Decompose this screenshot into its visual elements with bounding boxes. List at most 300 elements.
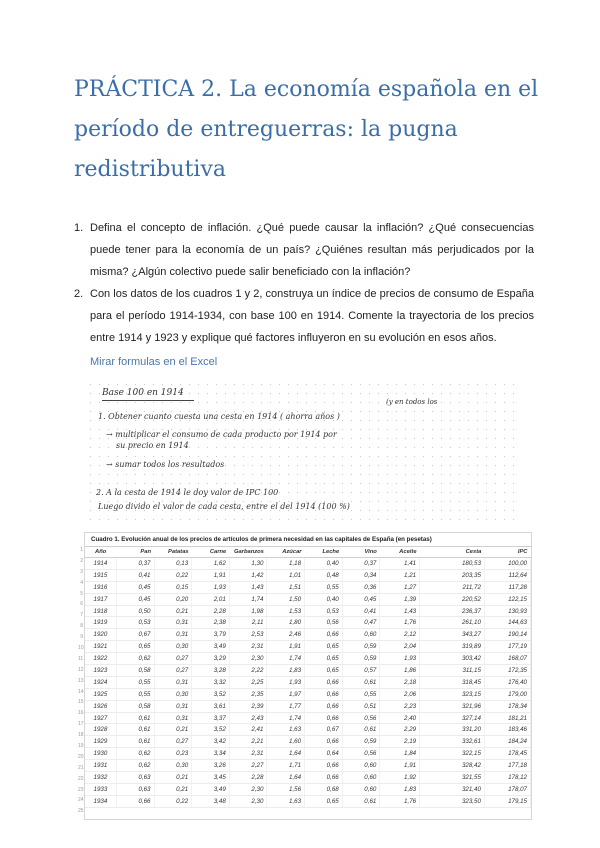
row-number: 16 <box>78 710 84 717</box>
table-cell: 3,48 <box>192 795 230 807</box>
table-cell: 220,52 <box>420 593 485 605</box>
handwritten-note: Base 100 en 1914 <box>102 388 184 398</box>
table-cell: 2,19 <box>380 736 420 748</box>
table-cell: 1,74 <box>229 593 267 605</box>
table-cell: 343,27 <box>420 629 485 641</box>
table-cell: 0,36 <box>342 581 380 593</box>
table-cell: 1,93 <box>267 676 305 688</box>
table-cell: 1,63 <box>267 724 305 736</box>
table-cell: 1920 <box>85 629 116 641</box>
table-cell: 319,89 <box>420 641 485 653</box>
table-cell: 1928 <box>85 724 116 736</box>
table-cell: 1925 <box>85 688 116 700</box>
table-cell: 1,43 <box>229 581 267 593</box>
table-cell: 100,00 <box>484 558 530 570</box>
table-cell: 0,61 <box>116 736 154 748</box>
table-row <box>85 760 531 772</box>
column-header: IPC <box>484 547 530 558</box>
table-row <box>85 665 531 677</box>
excel-formulas-link[interactable]: Mirar formulas en el Excel <box>90 356 218 368</box>
table-cell: 0,45 <box>116 593 154 605</box>
table-row <box>85 653 531 665</box>
table-cell: 1,43 <box>380 605 420 617</box>
table-cell: 1,98 <box>229 605 267 617</box>
table-cell: 0,64 <box>305 748 343 760</box>
row-number: 19 <box>78 743 84 750</box>
table-cell: 0,53 <box>305 605 343 617</box>
table-cell: 0,41 <box>342 605 380 617</box>
table-cell: 1,63 <box>267 795 305 807</box>
table-cell: 2,04 <box>380 641 420 653</box>
table-cell: 0,67 <box>116 629 154 641</box>
table-cell: 303,42 <box>420 653 485 665</box>
table-cell: 321,55 <box>420 772 485 784</box>
table-cell: 0,21 <box>154 724 192 736</box>
table-cell: 3,49 <box>192 641 230 653</box>
table-cell: 0,61 <box>342 795 380 807</box>
table-cell: 332,61 <box>420 736 485 748</box>
table-cell: 0,48 <box>305 569 343 581</box>
table-cell: 2,29 <box>380 724 420 736</box>
table-cell: 261,10 <box>420 617 485 629</box>
table-cell: 2,46 <box>267 629 305 641</box>
table-cell: 1,76 <box>380 795 420 807</box>
table-cell: 0,41 <box>116 569 154 581</box>
table-cell: 1,64 <box>267 748 305 760</box>
table-cell: 0,47 <box>342 617 380 629</box>
table-cell: 0,61 <box>342 724 380 736</box>
table-cell: 0,66 <box>305 736 343 748</box>
row-number: 9 <box>80 634 83 641</box>
table-cell: 328,42 <box>420 760 485 772</box>
table-cell: 0,57 <box>342 665 380 677</box>
table-cell: 0,61 <box>116 724 154 736</box>
table-cell: 211,72 <box>420 581 485 593</box>
table-cell: 0,20 <box>154 593 192 605</box>
table-cell: 1,50 <box>267 593 305 605</box>
table-cell: 0,58 <box>116 700 154 712</box>
table-cell: 1,91 <box>380 760 420 772</box>
table-cell: 1,42 <box>229 569 267 581</box>
table-cell: 0,13 <box>154 558 192 570</box>
table-cell: 0,62 <box>116 760 154 772</box>
table-cell: 179,00 <box>484 688 530 700</box>
table-cell: 0,31 <box>154 712 192 724</box>
table-cell: 0,60 <box>342 783 380 795</box>
handwritten-note: 2. A la cesta de 1914 le doy valor de IPC 100 <box>96 488 279 497</box>
table-cell: 1,74 <box>267 653 305 665</box>
table-cell: 172,35 <box>484 665 530 677</box>
table-cell: 0,56 <box>342 748 380 760</box>
table-cell: 0,65 <box>305 641 343 653</box>
table-cell: 168,07 <box>484 653 530 665</box>
table-cell: 184,24 <box>484 736 530 748</box>
table-cell: 0,66 <box>305 712 343 724</box>
table-cell: 0,22 <box>154 795 192 807</box>
table-cell: 0,37 <box>116 558 154 570</box>
table-cell: 1,27 <box>380 581 420 593</box>
table-row <box>85 629 531 641</box>
table-cell: 1,76 <box>380 617 420 629</box>
table-cell: 1,84 <box>380 748 420 760</box>
table-cell: 0,66 <box>305 772 343 784</box>
table-cell: 0,31 <box>154 700 192 712</box>
table-cell: 0,31 <box>154 676 192 688</box>
table-cell: 1,62 <box>192 558 230 570</box>
table-cell: 0,50 <box>116 605 154 617</box>
table-cell: 1,91 <box>192 569 230 581</box>
table-cell: 144,63 <box>484 617 530 629</box>
table-cell: 1,91 <box>267 641 305 653</box>
table-cell: 1,53 <box>267 605 305 617</box>
table-cell: 1,21 <box>380 569 420 581</box>
column-header: Leche <box>305 547 343 558</box>
row-number: 22 <box>78 775 84 782</box>
table-cell: 1931 <box>85 760 116 772</box>
table-cell: 183,46 <box>484 724 530 736</box>
table-cell: 0,61 <box>116 712 154 724</box>
table-cell: 3,49 <box>192 783 230 795</box>
table-cell: 177,19 <box>484 641 530 653</box>
table-cell: 3,37 <box>192 712 230 724</box>
table-cell: 2,41 <box>229 724 267 736</box>
table-row <box>85 617 531 629</box>
table-cell: 3,42 <box>192 736 230 748</box>
question-number: 1. <box>74 222 84 234</box>
table-cell: 176,40 <box>484 676 530 688</box>
table-caption: Cuadro 1. Evolución anual de los precios de artículos de primera necesidad en las capitales de España (en pesetas) <box>85 533 531 547</box>
table-cell: 1,30 <box>229 558 267 570</box>
question-list <box>74 217 534 373</box>
handwritten-note: su precio en 1914 <box>116 441 189 450</box>
table-cell: 190,14 <box>484 629 530 641</box>
table-cell: 0,53 <box>116 617 154 629</box>
table-cell: 3,26 <box>192 760 230 772</box>
table-cell: 3,61 <box>192 700 230 712</box>
table-cell: 0,55 <box>342 688 380 700</box>
table-cell: 0,60 <box>342 629 380 641</box>
table-cell: 3,79 <box>192 629 230 641</box>
table-cell: 3,52 <box>192 724 230 736</box>
table-cell: 0,23 <box>154 748 192 760</box>
table-cell: 0,59 <box>342 641 380 653</box>
table-cell: 3,28 <box>192 665 230 677</box>
table-row <box>85 772 531 784</box>
table-cell: 2,30 <box>229 783 267 795</box>
table-cell: 117,28 <box>484 581 530 593</box>
row-number: 17 <box>78 721 84 728</box>
table-row <box>85 688 531 700</box>
handwritten-note: → sumar todos los resultados <box>106 460 225 469</box>
table-cell: 2,11 <box>229 617 267 629</box>
table-cell: 122,15 <box>484 593 530 605</box>
row-number: 2 <box>80 557 83 564</box>
table-cell: 2,21 <box>229 736 267 748</box>
row-number: 5 <box>80 590 83 597</box>
row-number: 14 <box>78 688 84 695</box>
table-cell: 177,18 <box>484 760 530 772</box>
row-number: 18 <box>78 732 84 739</box>
table-cell: 0,67 <box>305 724 343 736</box>
table-cell: 1930 <box>85 748 116 760</box>
table-cell: 180,53 <box>420 558 485 570</box>
table-cell: 1932 <box>85 772 116 784</box>
table-cell: 0,66 <box>305 676 343 688</box>
table-cell: 323,15 <box>420 688 485 700</box>
table-cell: 2,28 <box>192 605 230 617</box>
table-row <box>85 593 531 605</box>
table-cell: 0,30 <box>154 760 192 772</box>
table-cell: 1,92 <box>380 772 420 784</box>
column-header: Garbanzos <box>229 547 267 558</box>
table-cell: 2,28 <box>229 772 267 784</box>
table-row <box>85 736 531 748</box>
table-cell: 112,64 <box>484 569 530 581</box>
table-cell: 2,30 <box>229 653 267 665</box>
row-number: 3 <box>80 568 83 575</box>
row-number: 21 <box>78 764 84 771</box>
table-cell: 0,55 <box>116 688 154 700</box>
table-cell: 2,01 <box>192 593 230 605</box>
question-number: 2. <box>74 288 84 300</box>
table-cell: 0,45 <box>116 581 154 593</box>
row-number: 4 <box>80 579 83 586</box>
table-cell: 0,55 <box>116 676 154 688</box>
table-cell: 0,30 <box>154 641 192 653</box>
table-cell: 178,12 <box>484 772 530 784</box>
column-header: Pan <box>116 547 154 558</box>
column-header: Carne <box>192 547 230 558</box>
table-cell: 181,21 <box>484 712 530 724</box>
row-number: 12 <box>78 666 84 673</box>
table-cell: 2,43 <box>229 712 267 724</box>
table-cell: 0,21 <box>154 605 192 617</box>
table-cell: 318,45 <box>420 676 485 688</box>
table-cell: 0,51 <box>342 700 380 712</box>
table-cell: 0,27 <box>154 736 192 748</box>
table-cell: 3,45 <box>192 772 230 784</box>
table-cell: 2,40 <box>380 712 420 724</box>
table-cell: 0,15 <box>154 581 192 593</box>
table-cell: 1919 <box>85 617 116 629</box>
table-cell: 179,15 <box>484 795 530 807</box>
table-cell: 1,18 <box>267 558 305 570</box>
table-cell: 0,27 <box>154 653 192 665</box>
row-number: 7 <box>80 612 83 619</box>
table-cell: 322,15 <box>420 748 485 760</box>
table-cell: 1914 <box>85 558 116 570</box>
table-cell: 2,18 <box>380 676 420 688</box>
question-text: Defina el concepto de inflación. ¿Qué puede causar la inflación? ¿Qué consecuencias puede tener para la economía de un país? ¿Quiénes resultan más perjudicados por la misma? ¿Algún colectivo puede salir beneficiado con la inflación? <box>90 222 534 278</box>
handwritten-note: 1. Obtener cuanto cuesta una cesta en 1914 ( ahorra años ) <box>98 412 340 421</box>
table-cell: 2,30 <box>229 795 267 807</box>
question-text: Con los datos de los cuadros 1 y 2, construya un índice de precios de consumo de España para el período 1914-1934, con base 100 en 1914. Comente la trayectoria de los precios entre 1914 y 1923 y explique qué factores influyeron en su evolución en esos años. <box>90 288 534 344</box>
table-cell: 1917 <box>85 593 116 605</box>
row-number: 24 <box>78 797 84 804</box>
table-cell: 323,50 <box>420 795 485 807</box>
table-cell: 0,27 <box>154 665 192 677</box>
row-number: 6 <box>80 601 83 608</box>
table-cell: 1,71 <box>267 760 305 772</box>
table-cell: 1,41 <box>380 558 420 570</box>
table-cell: 1,01 <box>267 569 305 581</box>
table-cell: 1,60 <box>267 736 305 748</box>
table-cell: 236,37 <box>420 605 485 617</box>
row-number: 11 <box>78 655 84 662</box>
table-cell: 0,66 <box>305 629 343 641</box>
table-cell: 1927 <box>85 712 116 724</box>
table-cell: 0,56 <box>342 712 380 724</box>
table-cell: 0,21 <box>154 772 192 784</box>
table-cell: 0,59 <box>342 653 380 665</box>
table-cell: 0,65 <box>305 665 343 677</box>
column-header: Cesta <box>420 547 485 558</box>
table-cell: 1922 <box>85 653 116 665</box>
table-cell: 2,53 <box>229 629 267 641</box>
table-cell: 0,40 <box>305 593 343 605</box>
table-cell: 2,39 <box>229 700 267 712</box>
table-cell: 2,31 <box>229 748 267 760</box>
table-cell: 321,96 <box>420 700 485 712</box>
table-cell: 0,68 <box>305 783 343 795</box>
table-row <box>85 712 531 724</box>
table-cell: 1,39 <box>380 593 420 605</box>
table-cell: 0,63 <box>116 783 154 795</box>
table-cell: 203,35 <box>420 569 485 581</box>
handwritten-note: (y en todos los <box>386 398 438 406</box>
handwritten-note: Luego divido el valor de cada cesta, entre el del 1914 (100 %) <box>98 502 350 511</box>
table-cell: 0,60 <box>342 772 380 784</box>
table-cell: 1,86 <box>380 665 420 677</box>
table-cell: 3,34 <box>192 748 230 760</box>
row-number: 1 <box>80 547 83 553</box>
table-cell: 331,20 <box>420 724 485 736</box>
table-cell: 311,15 <box>420 665 485 677</box>
table-cell: 0,59 <box>342 736 380 748</box>
table-cell: 3,52 <box>192 688 230 700</box>
table-cell: 178,34 <box>484 700 530 712</box>
row-number: 23 <box>78 786 84 793</box>
table-cell: 2,31 <box>229 641 267 653</box>
table-cell: 1,97 <box>267 688 305 700</box>
table-cell: 321,40 <box>420 783 485 795</box>
table-cell: 178,07 <box>484 783 530 795</box>
row-number: 25 <box>78 808 84 815</box>
spreadsheet-screenshot <box>84 532 532 820</box>
table-cell: 0,65 <box>305 795 343 807</box>
table-cell: 1929 <box>85 736 116 748</box>
table-row <box>85 581 531 593</box>
table-cell: 1923 <box>85 665 116 677</box>
table-cell: 1,64 <box>267 772 305 784</box>
column-header: Aceite <box>380 547 420 558</box>
table-row <box>85 641 531 653</box>
table-cell: 0,66 <box>305 688 343 700</box>
table-cell: 3,29 <box>192 653 230 665</box>
row-number: 20 <box>78 753 84 760</box>
table-row <box>85 676 531 688</box>
table-cell: 1,93 <box>192 581 230 593</box>
table-cell: 0,45 <box>342 593 380 605</box>
table-cell: 1915 <box>85 569 116 581</box>
table-row <box>85 558 531 570</box>
table-cell: 2,23 <box>380 700 420 712</box>
table-cell: 1933 <box>85 783 116 795</box>
table-cell: 1,83 <box>267 665 305 677</box>
table-header-row <box>85 547 531 558</box>
table-cell: 0,31 <box>154 617 192 629</box>
table-cell: 1,56 <box>267 783 305 795</box>
table-cell: 2,38 <box>192 617 230 629</box>
table-cell: 0,55 <box>305 581 343 593</box>
table-cell: 1,51 <box>267 581 305 593</box>
table-cell: 2,12 <box>380 629 420 641</box>
table-cell: 0,63 <box>116 772 154 784</box>
table-cell: 0,65 <box>116 641 154 653</box>
table-cell: 0,31 <box>154 629 192 641</box>
table-cell: 1,80 <box>267 617 305 629</box>
table-cell: 0,66 <box>305 760 343 772</box>
table-cell: 130,93 <box>484 605 530 617</box>
table-cell: 1,83 <box>380 783 420 795</box>
table-cell: 0,40 <box>305 558 343 570</box>
column-header: Patatas <box>154 547 192 558</box>
table-cell: 178,45 <box>484 748 530 760</box>
table-cell: 2,25 <box>229 676 267 688</box>
column-header: Vino <box>342 547 380 558</box>
table-cell: 0,65 <box>305 653 343 665</box>
question-item <box>74 283 534 373</box>
handwritten-note: → multiplicar el consumo de cada producto por 1914 por <box>106 430 337 439</box>
row-number: 8 <box>80 623 83 630</box>
table-cell: 2,06 <box>380 688 420 700</box>
page-title: PRÁCTICA 2. La economía española en el período de entreguerras: la pugna redistributiva <box>74 77 539 182</box>
handwritten-notes-image <box>86 380 522 528</box>
table-cell: 0,58 <box>116 665 154 677</box>
table-cell: 2,35 <box>229 688 267 700</box>
table-row <box>85 795 531 807</box>
table-cell: 0,62 <box>116 748 154 760</box>
price-table <box>85 547 531 808</box>
table-cell: 0,66 <box>116 795 154 807</box>
table-cell: 1916 <box>85 581 116 593</box>
table-row <box>85 724 531 736</box>
table-cell: 1,93 <box>380 653 420 665</box>
table-cell: 0,62 <box>116 653 154 665</box>
table-cell: 1921 <box>85 641 116 653</box>
table-cell: 1918 <box>85 605 116 617</box>
table-row <box>85 605 531 617</box>
table-cell: 0,37 <box>342 558 380 570</box>
table-row <box>85 783 531 795</box>
table-cell: 2,22 <box>229 665 267 677</box>
table-cell: 0,22 <box>154 569 192 581</box>
row-number: 10 <box>78 645 84 652</box>
table-cell: 0,66 <box>305 700 343 712</box>
row-number-gutter <box>78 545 83 818</box>
table-cell: 3,32 <box>192 676 230 688</box>
table-cell: 0,21 <box>154 783 192 795</box>
table-cell: 2,27 <box>229 760 267 772</box>
table-cell: 0,61 <box>342 676 380 688</box>
table-row <box>85 700 531 712</box>
table-cell: 1924 <box>85 676 116 688</box>
column-header: Año <box>85 547 116 558</box>
table-cell: 327,14 <box>420 712 485 724</box>
table-cell: 1934 <box>85 795 116 807</box>
table-cell: 1926 <box>85 700 116 712</box>
table-cell: 0,56 <box>305 617 343 629</box>
